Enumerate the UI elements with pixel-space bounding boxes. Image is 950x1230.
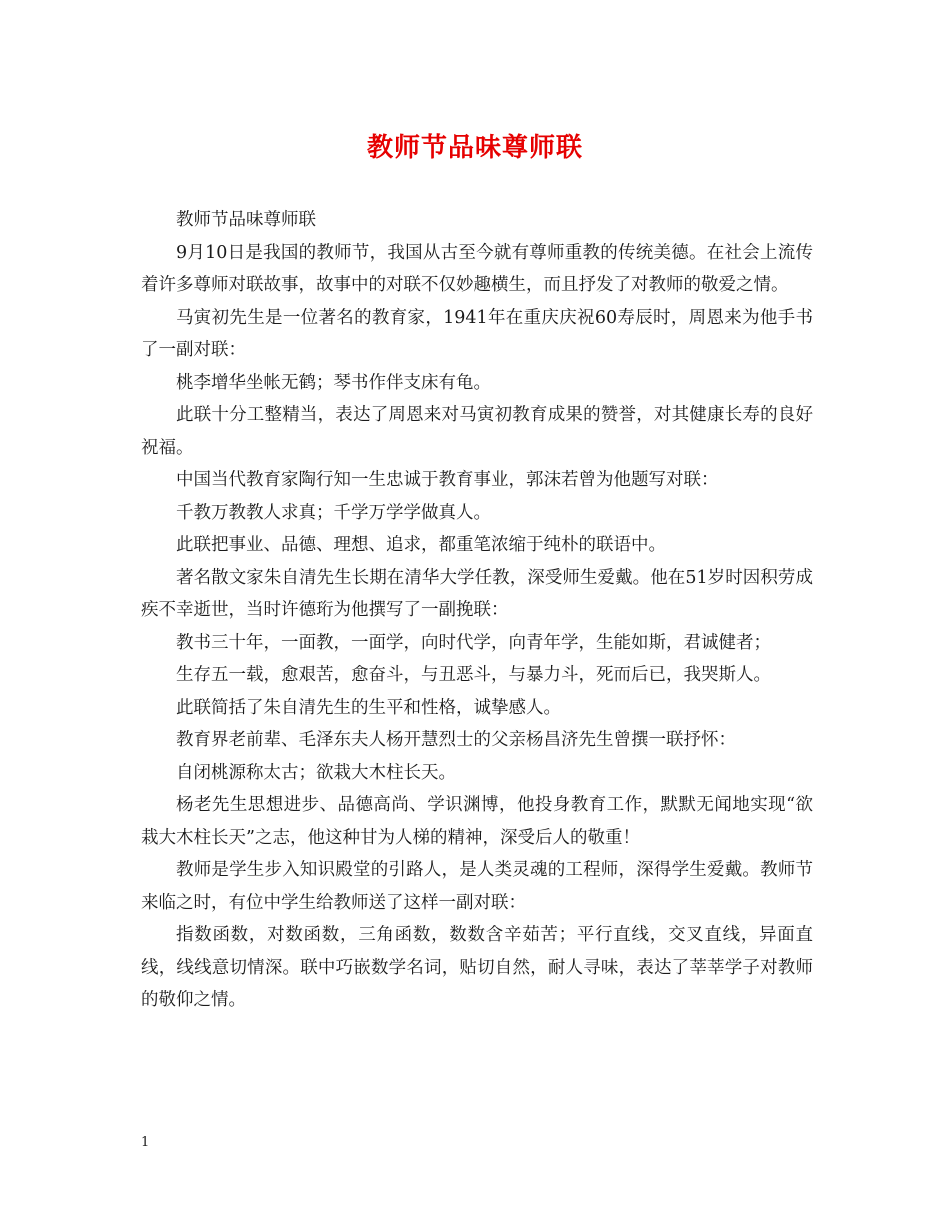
paragraph: 此联十分工整精当，表达了周恩来对马寅初教育成果的赞誉，对其健康长寿的良好祝福。: [141, 405, 813, 458]
paragraph: 马寅初先生是一位著名的教育家，1941年在重庆庆祝60寿辰时，周恩来为他手书了一副对联：: [141, 307, 813, 360]
document-title: 教师节品味尊师联: [366, 133, 583, 163]
paragraph: 教师节品味尊师联: [176, 210, 316, 230]
document-body: [141, 204, 813, 1017]
paragraph: 此联简括了朱自清先生的生平和性格，诚挚感人。: [176, 697, 561, 718]
couplet-line: 自闭桃源称太古；欲栽大木柱长天。: [176, 762, 456, 783]
page-number: 1: [141, 1135, 150, 1150]
paragraph: 中国当代教育家陶行知一生忠诚于教育事业，郭沫若曾为他题写对联：: [176, 470, 719, 490]
couplet-line: 教书三十年，一面教，一面学，向时代学，向青年学，生能如斯，君诚健者；: [176, 632, 771, 653]
paragraph: 教师是学生步入知识殿堂的引路人，是人类灵魂的工程师，深得学生爱戴。教师节来临之时，有位中学生给教师送了这样一副对联：: [141, 860, 813, 913]
couplet-line: 桃李增华坐帐无鹤；琴书作伴支床有龟。: [176, 372, 491, 393]
couplet-line: 千教万教教人求真；千学万学学做真人。: [176, 502, 491, 523]
paragraph: 指数函数，对数函数，三角函数，数数含辛茹苦；平行直线，交叉直线，异面直线，线线意切情深。联中巧嵌数学名词，贴切自然，耐人寻味，表达了莘莘学子对教师的敬仰之情。: [141, 925, 813, 1010]
paragraph: 著名散文家朱自清先生长期在清华大学任教，深受师生爱戴。他在51岁时因积劳成疾不幸逝世，当时许德珩为他撰写了一副挽联：: [141, 567, 813, 620]
paragraph: 教育界老前辈、毛泽东夫人杨开慧烈士的父亲杨昌济先生曾撰一联抒怀：: [176, 730, 736, 750]
paragraph: 9月10日是我国的教师节，我国从古至今就有尊师重教的传统美德。在社会上流传着许多尊师对联故事，故事中的对联不仅妙趣横生，而且抒发了对教师的敬爱之情。: [141, 242, 813, 295]
couplet-line: 生存五一载，愈艰苦，愈奋斗，与丑恶斗，与暴力斗，死而后已，我哭斯人。: [176, 665, 771, 685]
paragraph: 此联把事业、品德、理想、追求，都重笔浓缩于纯朴的联语中。: [176, 535, 666, 555]
paragraph: 杨老先生思想进步、品德高尚、学识渊博，他投身教育工作，默默无闻地实现“欲栽大木柱长天”之志，他这种甘为人梯的精神，深受后人的敬重！: [141, 795, 813, 848]
